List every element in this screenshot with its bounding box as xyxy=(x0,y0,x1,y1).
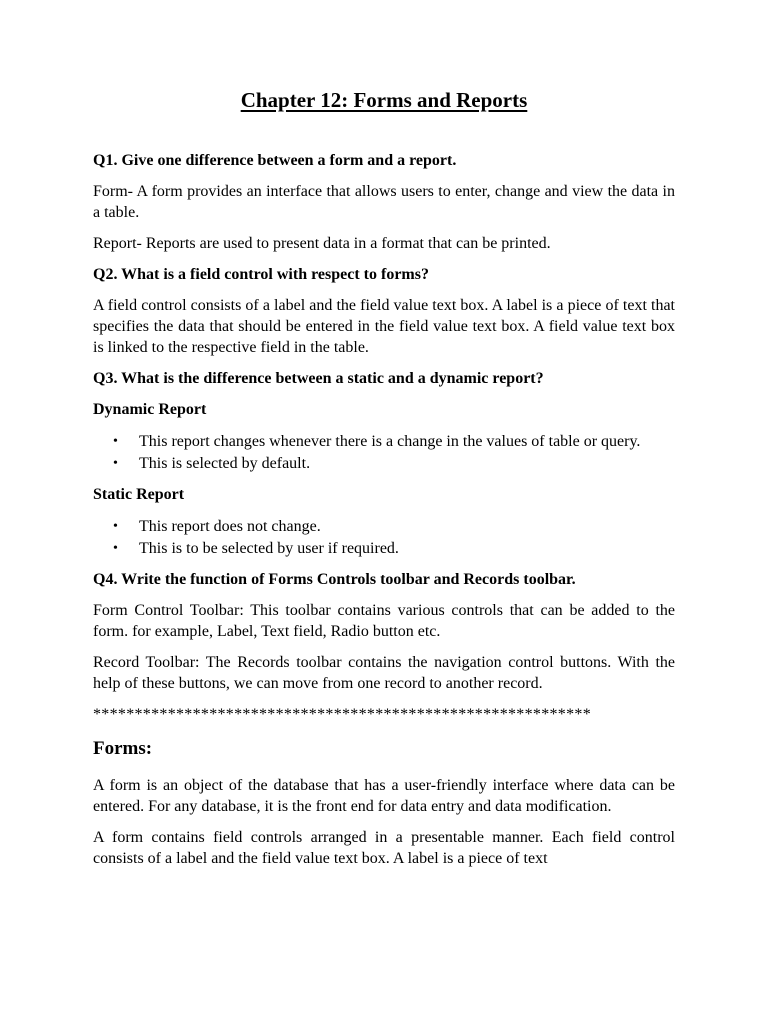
dynamic-report-heading: Dynamic Report xyxy=(93,401,207,418)
static-report-heading: Static Report xyxy=(93,486,185,503)
separator-line: ************************************************************ xyxy=(93,706,591,723)
list-item-text: This is to be selected by user if required. xyxy=(139,540,399,557)
answer-1-form: Form- A form provides an interface that allows users to enter, change and view the data in a table. xyxy=(93,183,675,221)
list-item-text: This is selected by default. xyxy=(139,455,311,472)
static-report-list xyxy=(93,516,675,559)
answer-4-record-toolbar: Record Toolbar: The Records toolbar contains the navigation control buttons. With the help of these buttons, we can move from one record to another record. xyxy=(93,654,675,692)
list-item-text: This report does not change. xyxy=(139,518,321,535)
forms-paragraph-2: A form contains field controls arranged in a presentable manner. Each field control consists of a label and the field value text box. A label is a piece of text xyxy=(93,829,675,867)
bullet-icon: • xyxy=(113,434,118,449)
question-3: Q3. What is the difference between a static and a dynamic report? xyxy=(93,370,544,387)
list-item xyxy=(93,453,675,474)
question-2: Q2. What is a field control with respect to forms? xyxy=(93,266,429,283)
answer-1-report: Report- Reports are used to present data in a format that can be printed. xyxy=(93,235,551,252)
forms-heading: Forms: xyxy=(93,738,153,759)
page-title: Chapter 12: Forms and Reports xyxy=(240,88,528,112)
answer-4-form-toolbar: Form Control Toolbar: This toolbar contains various controls that can be added to the form. for example, Label, Text field, Radio button etc. xyxy=(93,602,675,640)
answer-2: A field control consists of a label and the field value text box. A label is a piece of text that specifies the data that should be entered in the field value text box. A field value text box is linked to the respective field in the table. xyxy=(93,297,675,356)
dynamic-report-list xyxy=(93,431,675,474)
bullet-icon: • xyxy=(113,541,118,556)
question-1: Q1. Give one difference between a form and a report. xyxy=(93,152,457,169)
question-4: Q4. Write the function of Forms Controls toolbar and Records toolbar. xyxy=(93,571,576,588)
list-item-text: This report changes whenever there is a change in the values of table or query. xyxy=(139,433,641,450)
list-item xyxy=(93,431,675,452)
list-item xyxy=(93,538,675,559)
bullet-icon: • xyxy=(113,456,118,471)
list-item xyxy=(93,516,675,537)
bullet-icon: • xyxy=(113,519,118,534)
forms-paragraph-1: A form is an object of the database that has a user-friendly interface where data can be entered. For any database, it is the front end for data entry and data modification. xyxy=(93,777,675,815)
document-page xyxy=(93,86,675,879)
